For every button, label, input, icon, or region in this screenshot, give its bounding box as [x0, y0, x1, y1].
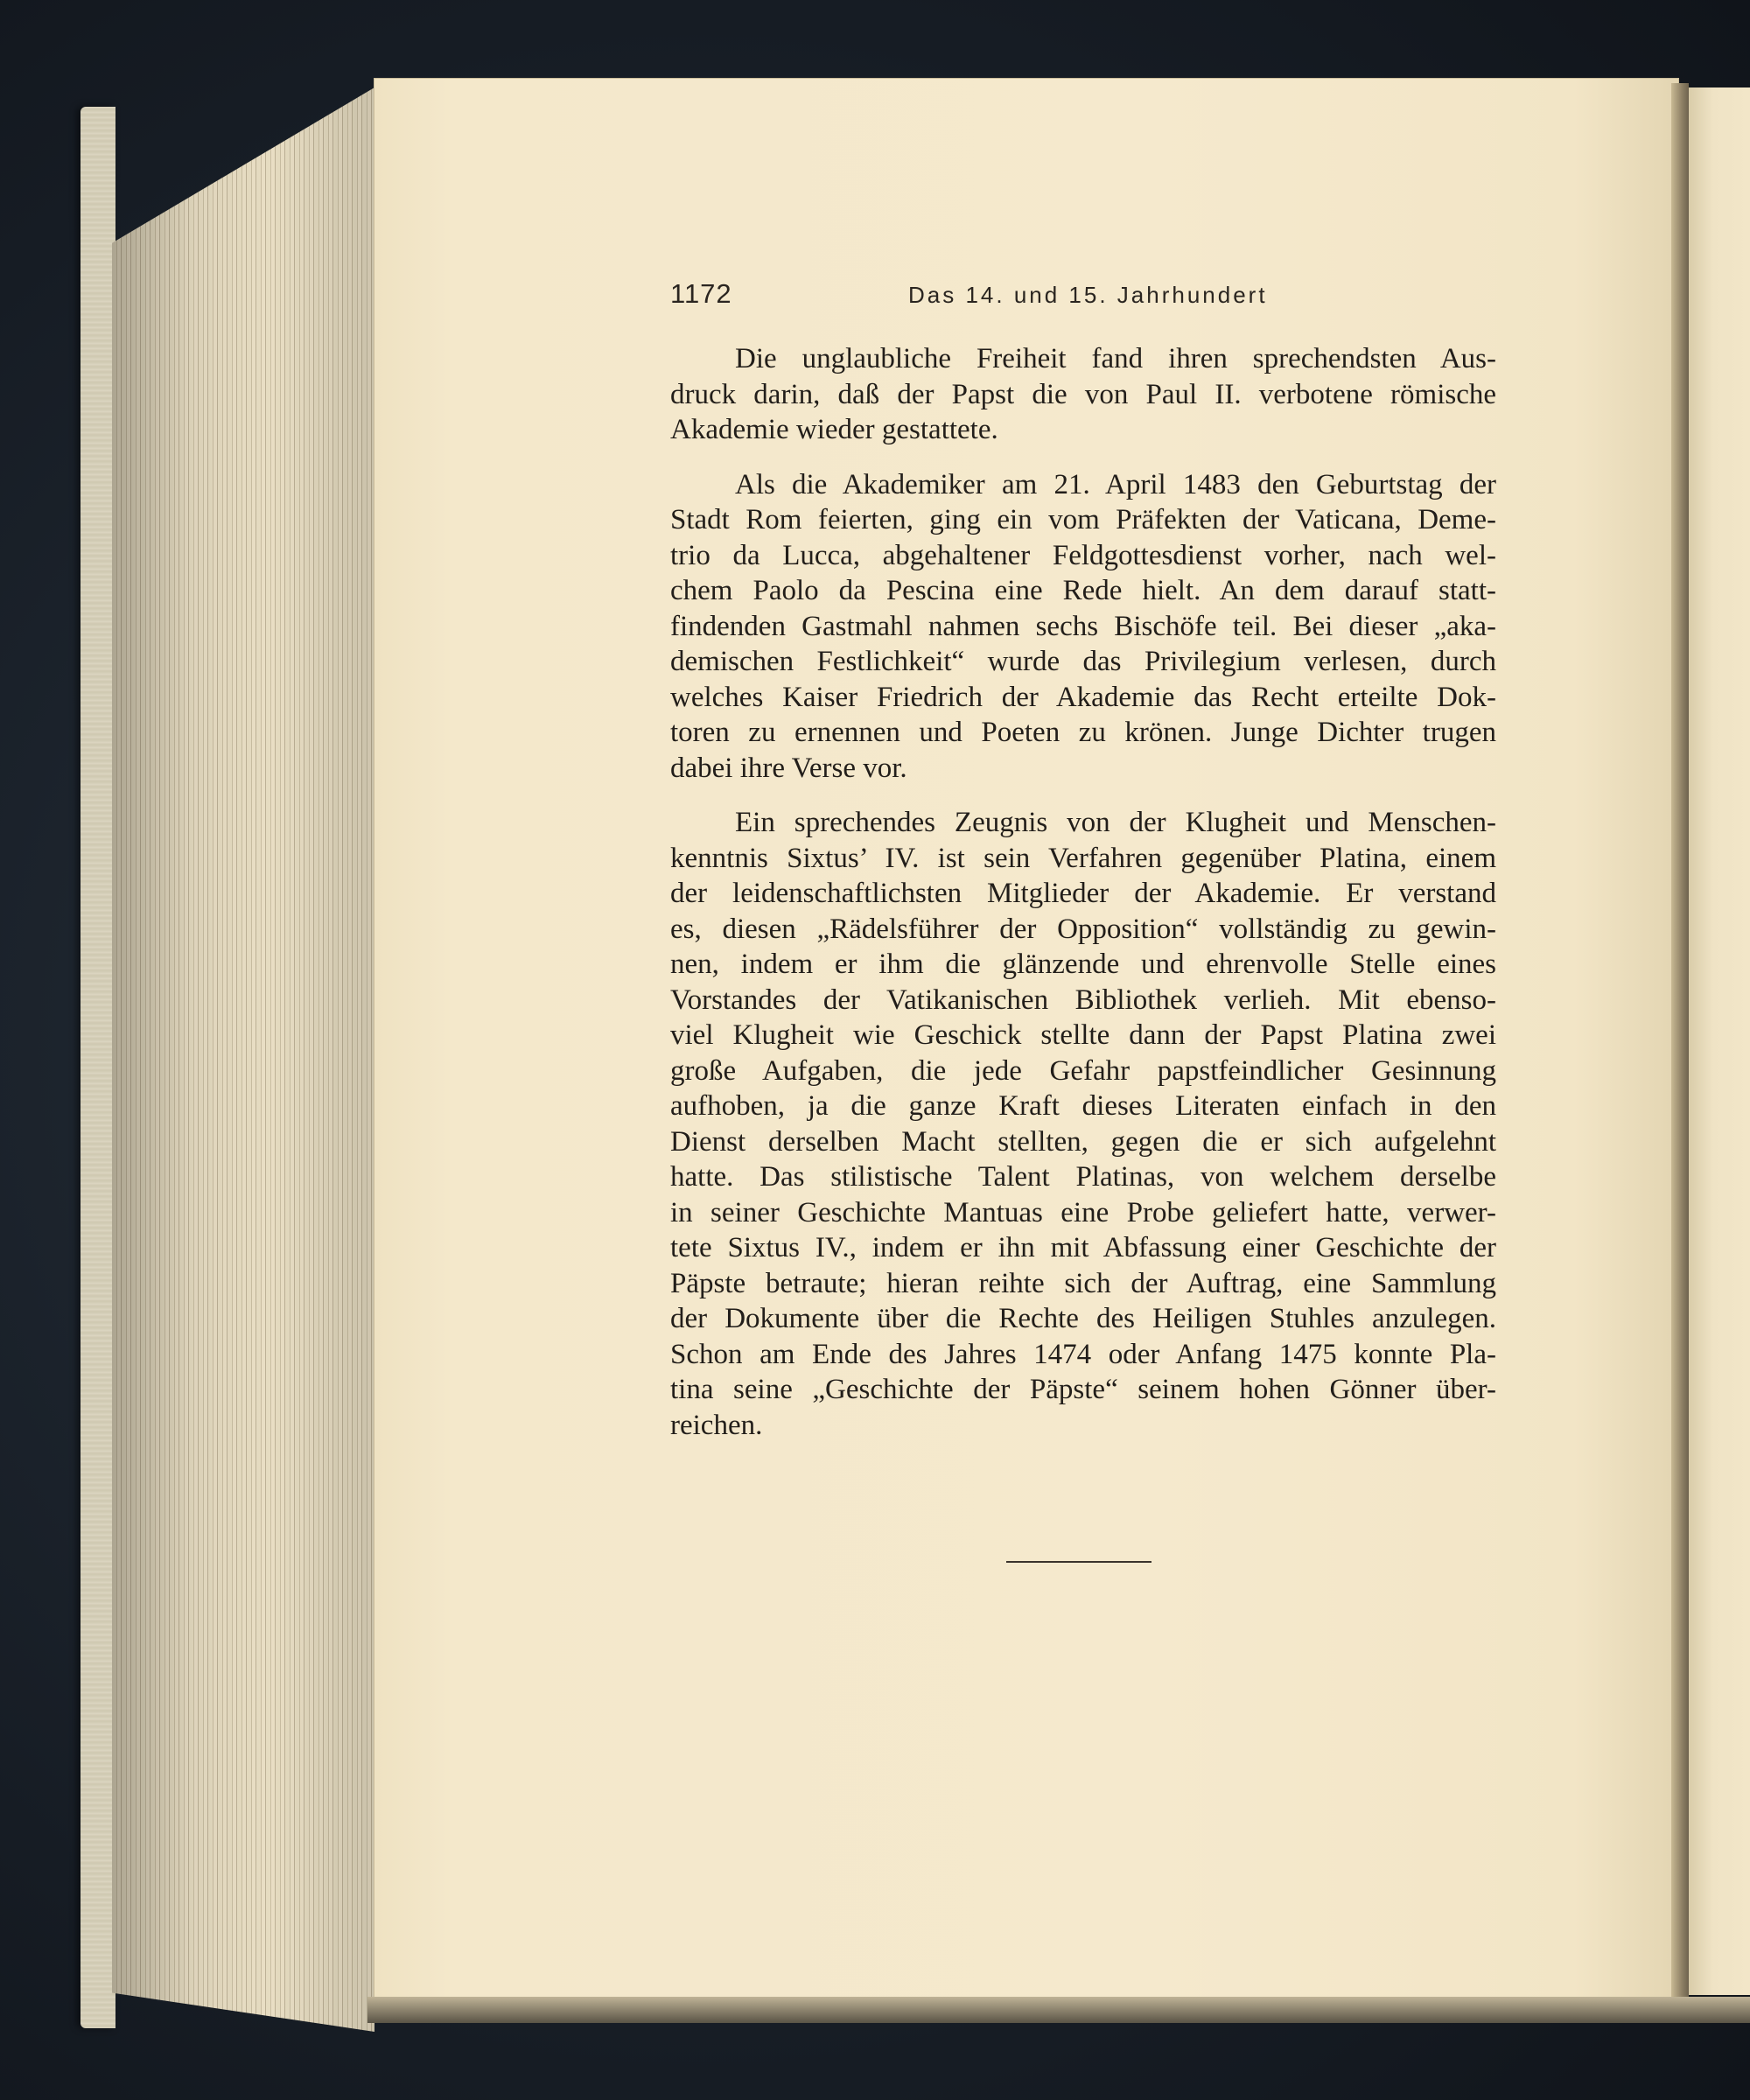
text-line: Vorstandes der Vatikanischen Bibliothek verlieh. Mit ebenso-	[670, 984, 1496, 1016]
text-body	[670, 341, 1496, 1462]
text-line: Akademie wieder gestattete.	[670, 414, 998, 445]
text-line: demischen Festlichkeit“ wurde das Privilegium verlesen, durch	[670, 646, 1496, 677]
text-line: findenden Gastmahl nahmen sechs Bischöfe teil. Bei dieser „aka-	[670, 610, 1496, 642]
text-line: Ein sprechendes Zeugnis von der Klugheit und Menschen-	[735, 807, 1496, 838]
text-line: der Dokumente über die Rechte des Heiligen Stuhles anzulegen.	[670, 1303, 1496, 1334]
text-line: hatte. Das stilistische Talent Platinas, von welchem derselbe	[670, 1161, 1496, 1193]
text-line: Stadt Rom feierten, ging ein vom Präfekten der Vaticana, Deme-	[670, 504, 1496, 536]
text-line: tete Sixtus IV., indem er ihn mit Abfassung einer Geschichte der	[670, 1232, 1496, 1264]
text-line: viel Klugheit wie Geschick stellte dann der Papst Platina zwei	[670, 1019, 1496, 1051]
end-rule	[1006, 1561, 1152, 1563]
page-bottom-shadow	[368, 1997, 1750, 2023]
text-line: trio da Lucca, abgehaltener Feldgottesdienst vorher, nach wel-	[670, 539, 1496, 571]
text-line: Die unglaubliche Freiheit fand ihren sprechendsten Aus-	[735, 343, 1496, 374]
paragraph	[670, 467, 1496, 787]
text-line: in seiner Geschichte Mantuas eine Probe geliefert hatte, verwer-	[670, 1196, 1496, 1228]
running-head	[670, 278, 1510, 313]
text-line: dabei ihre Verse vor.	[670, 752, 907, 784]
page-number: 1172	[670, 278, 732, 309]
page-stack-shadow	[112, 88, 374, 2032]
text-line: der leidenschaftlichsten Mitglieder der Akademie. Er verstand	[670, 878, 1496, 909]
text-line: kenntnis Sixtus’ IV. ist sein Verfahren gegenüber Platina, einem	[670, 842, 1496, 874]
text-line: es, diesen „Rädelsführer der Opposition“ vollständig zu gewin-	[670, 913, 1496, 945]
text-line: Schon am Ende des Jahres 1474 oder Anfang 1475 konnte Pla-	[670, 1338, 1496, 1370]
chapter-title: Das 14. und 15. Jahrhundert	[908, 282, 1268, 308]
book-cover-edge	[80, 107, 116, 2028]
text-line: tina seine „Geschichte der Päpste“ seinem hohen Gönner über-	[670, 1374, 1496, 1405]
paragraph	[670, 341, 1496, 448]
text-line: aufhoben, ja die ganze Kraft dieses Literaten einfach in den	[670, 1090, 1496, 1122]
text-line: reichen.	[670, 1409, 763, 1441]
text-line: toren zu ernennen und Poeten zu krönen. Junge Dichter trugen	[670, 717, 1496, 748]
text-line: welches Kaiser Friedrich der Akademie das Recht erteilte Dok-	[670, 681, 1496, 713]
text-line: Dienst derselben Macht stellten, gegen die er sich aufgelehnt	[670, 1125, 1496, 1158]
text-line: Päpste betraute; hieran reihte sich der Auftrag, eine Sammlung	[670, 1267, 1496, 1299]
book-gutter	[1671, 83, 1689, 1999]
paragraph	[670, 805, 1496, 1443]
text-line: große Aufgaben, die jede Gefahr papstfeindlicher Gesinnung	[670, 1054, 1496, 1087]
text-line: druck darin, daß der Papst die von Paul II. verbotene römische	[670, 378, 1496, 410]
text-line: nen, indem er ihm die glänzende und ehrenvolle Stelle eines	[670, 948, 1496, 980]
text-line: chem Paolo da Pescina eine Rede hielt. An dem darauf statt-	[670, 575, 1496, 606]
facing-page-edge	[1689, 88, 1750, 1995]
text-line: Als die Akademiker am 21. April 1483 den Geburtstag der	[735, 468, 1496, 500]
